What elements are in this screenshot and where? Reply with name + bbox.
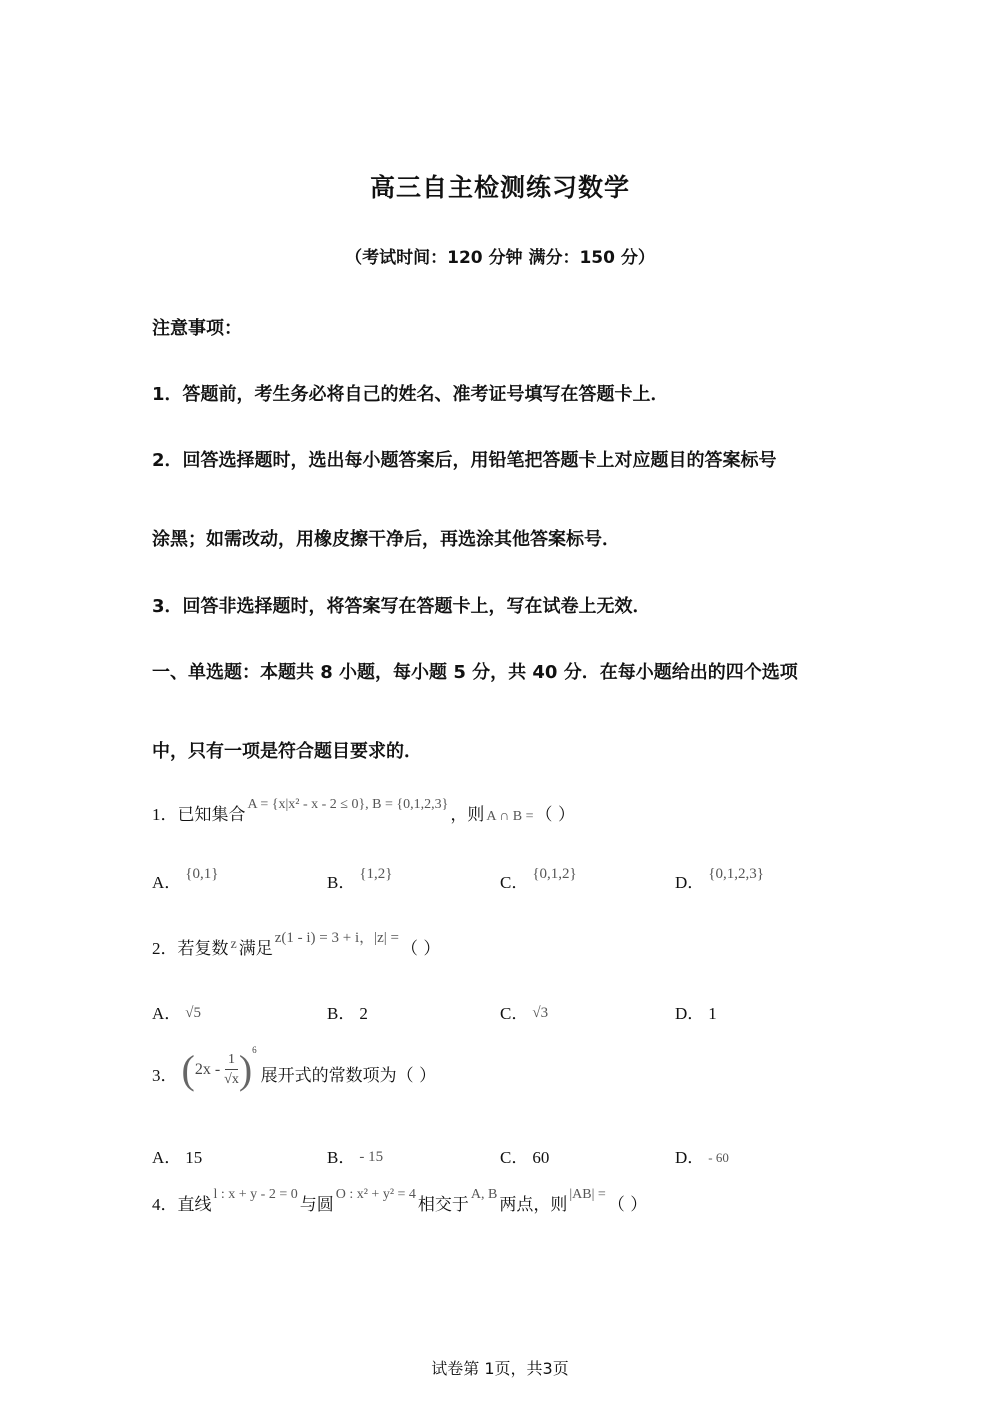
question-4 — [152, 1187, 648, 1215]
question-text: 相交于 — [417, 1195, 469, 1215]
option-c[interactable]: C． √3 — [500, 1004, 549, 1023]
answer-paren: （ ） — [607, 1195, 648, 1215]
math-expression: A ∩ B = — [486, 809, 534, 824]
question-2 — [152, 930, 441, 959]
question-text: 两点，则 — [499, 1195, 568, 1215]
exponent: 6 — [252, 1045, 257, 1055]
question-2-options — [152, 999, 852, 1039]
option-a[interactable]: A． 15 — [152, 1148, 203, 1167]
option-b[interactable]: B． {1,2} — [327, 866, 393, 892]
question-number: 3． — [152, 1066, 178, 1085]
binomial-expression — [181, 1045, 257, 1092]
math-expression: A = {x|x² - x - 2 ≤ 0}, B = {0,1,2,3} — [247, 797, 449, 812]
math-expression: O : x² + y² = 4 — [335, 1187, 416, 1202]
notice-item-2: 2．回答选择题时，选出每小题答案后，用铅笔把答题卡上对应题目的答案标号 — [152, 450, 777, 471]
expression-term: 2x - — [194, 1061, 221, 1078]
answer-paren: （ ） — [401, 939, 441, 959]
question-number: 4． — [152, 1195, 178, 1214]
math-expression: z(1 - i) = 3 + i，|z| = — [274, 930, 399, 946]
question-text: ，则 — [450, 805, 485, 825]
math-expression: l : x + y - 2 = 0 — [213, 1187, 298, 1202]
page-title: 高三自主检测练习数学 — [369, 173, 630, 202]
question-text: 展开式的常数项为（ ） — [260, 1066, 437, 1086]
question-number: 1． — [152, 805, 178, 824]
question-text: 与圆 — [299, 1195, 334, 1215]
option-d[interactable]: D． 1 — [675, 1004, 717, 1023]
question-text: 满足 — [238, 939, 273, 959]
page-footer: 试卷第 1页，共3页 — [431, 1359, 569, 1378]
question-3 — [152, 1045, 437, 1092]
option-d[interactable]: D． {0,1,2,3} — [675, 866, 764, 892]
question-1-options — [152, 868, 852, 908]
question-number: 2． — [152, 939, 178, 958]
notice-item-1: 1．答题前，考生务必将自己的姓名、准考证号填写在答题卡上． — [152, 384, 669, 405]
left-paren: ( — [181, 1047, 195, 1092]
question-3-options — [152, 1143, 852, 1183]
question-text: 直线 — [177, 1195, 212, 1215]
option-b[interactable]: B． 2 — [327, 1004, 368, 1023]
math-expression: z — [230, 937, 237, 952]
question-text: 已知集合 — [177, 805, 246, 825]
fraction-numerator: 1 — [225, 1051, 238, 1070]
option-b[interactable]: B． - 15 — [327, 1148, 384, 1167]
question-1 — [152, 797, 575, 825]
option-c[interactable]: C． {0,1,2} — [500, 866, 577, 892]
option-c[interactable]: C． 60 — [500, 1148, 550, 1167]
math-expression: |AB| = — [569, 1187, 606, 1202]
fraction-denominator: √x — [224, 1071, 239, 1087]
option-a[interactable]: A． {0,1} — [152, 866, 219, 892]
notice-heading: 注意事项： — [152, 318, 242, 339]
option-a[interactable]: A． √5 — [152, 1004, 202, 1023]
section-heading: 一、单选题：本题共 8 小题，每小题 5 分，共 40 分．在每小题给出的四个选项 — [152, 662, 798, 683]
notice-item-2-cont: 涂黑；如需改动，用橡皮擦干净后，再选涂其他答案标号． — [152, 529, 620, 550]
math-expression: A, B — [470, 1187, 498, 1202]
fraction — [224, 1051, 239, 1090]
notice-item-3: 3．回答非选择题时，将答案写在答题卡上，写在试卷上无效． — [152, 596, 651, 617]
answer-paren: （ ） — [535, 805, 575, 825]
section-heading-cont: 中，只有一项是符合题目要求的． — [152, 741, 422, 762]
question-text: 若复数 — [177, 939, 229, 959]
right-paren: ) — [238, 1047, 253, 1092]
option-d[interactable]: D． - 60 — [675, 1148, 729, 1167]
exam-info: （考试时间：120 分钟 满分：150 分） — [345, 248, 655, 268]
